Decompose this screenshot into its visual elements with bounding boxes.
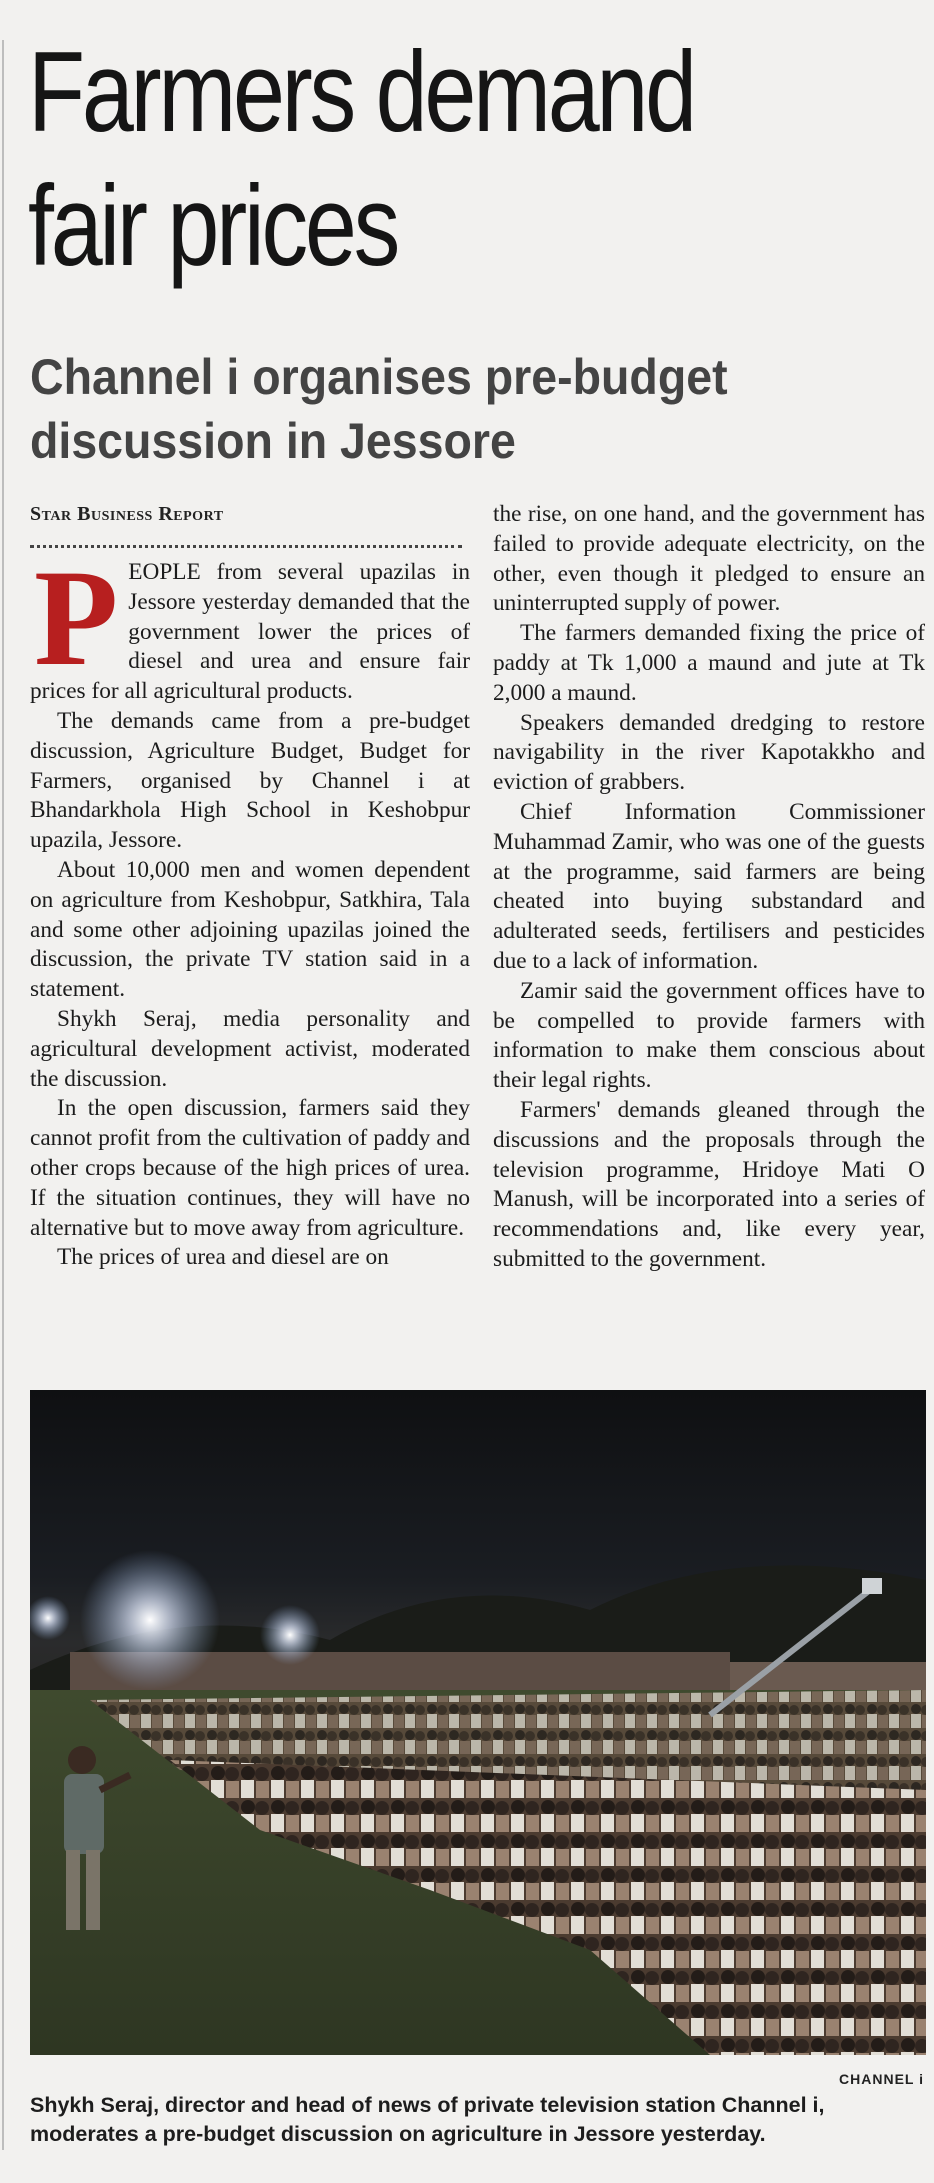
article-paragraph: Zamir said the government offices have to be compelled to provide farmers with information to make them conscious about their legal rights. [493,977,925,1094]
article-column-left [30,541,470,1273]
photo-caption: Shykh Seraj, director and head of news of private television station Channel i, moderates a pre-budget discussion on agriculture in Jessore yesterday. [30,2093,825,2146]
article-paragraph: Shykh Seraj, media personality and agricultural development activist, moderated the discussion. [30,1005,470,1092]
subheadline [30,345,830,473]
article-paragraph [30,541,470,707]
crowd-scene-illustration [30,1390,926,2055]
headline-line-1: Farmers demand [28,29,694,156]
article-paragraph: The prices of urea and diesel are on [57,1244,389,1271]
page-margin-rule [2,40,4,2150]
article-photo [30,1390,926,2055]
headline [28,26,750,294]
byline: Star Business Report [30,503,224,525]
article-paragraph: The demands came from a pre-budget discussion, Agriculture Budget, Budget for Farmers, organised by Channel i at Bhandarkhola High School in Keshobpur upazila, Jessore. [30,707,470,854]
article-paragraph: Farmers' demands gleaned through the discussions and the proposals through the television programme, Hridoye Mati O Manush, will be incorporated into a series of recommendations and, like every year, submitted to the government. [493,1096,925,1272]
paragraph-text: EOPLE from several upazilas in Jessore yesterday demanded that the government lower the prices of diesel and urea and ensure fair prices for all agricultural products. [30,559,470,705]
subheadline-line-1: Channel i organises pre-budget [30,349,728,405]
article-paragraph: About 10,000 men and women dependent on agriculture from Keshobpur, Satkhira, Tala and some other adjoining upazilas joined the discussion, the private TV station said in a statement. [30,856,470,1003]
article-paragraph: the rise, on one hand, and the government has failed to provide adequate electricity, on the other, even though it pledged to ensure an uninterrupted supply of power. [493,501,925,617]
photo-credit: CHANNEL i [839,2071,924,2087]
article-paragraph: In the open discussion, farmers said they cannot profit from the cultivation of paddy and other crops because of the high prices of urea. If the situation continues, they will have no alternative but to move away from agriculture. [30,1095,470,1241]
article-paragraph: Chief Information Commissioner Muhammad Zamir, who was one of the guests at the programme, said farmers are being cheated into buying substandard and adulterated seeds, fertilisers and pesticides due to a lack of information. [493,798,925,974]
subheadline-line-2: discussion in Jessore [30,413,516,469]
drop-cap: P [34,541,119,694]
headline-line-2: fair prices [28,163,398,290]
article-column-right [493,500,925,1275]
article-paragraph: The farmers demanded fixing the price of paddy at Tk 1,000 a maund and jute at Tk 2,000 a maund. [493,620,925,706]
article-paragraph: Speakers demanded dredging to restore navigability in the river Kapotakkho and eviction of grabbers. [493,709,925,796]
